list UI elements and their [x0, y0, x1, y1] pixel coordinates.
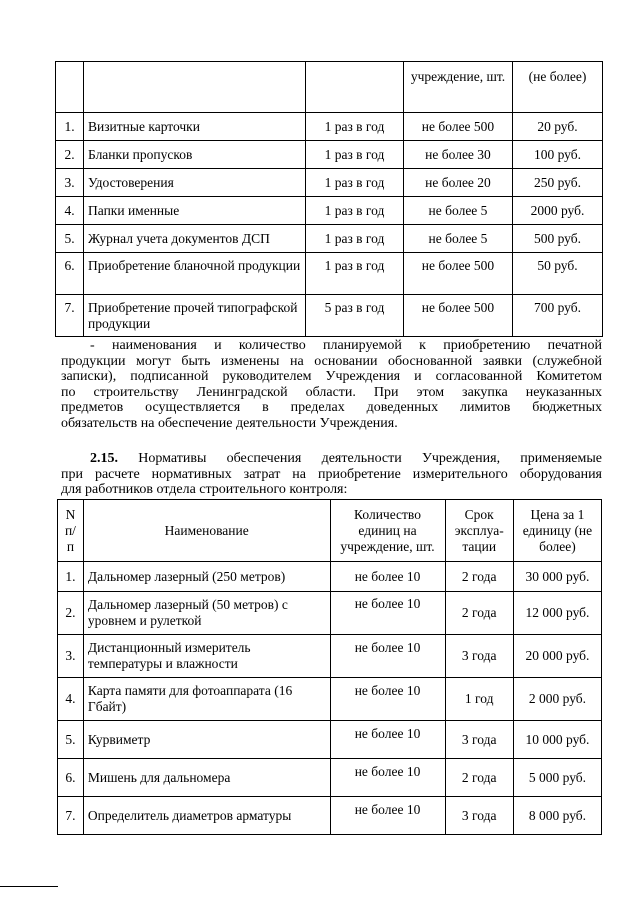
- table-row: [56, 113, 603, 141]
- row-quantity: не более 10: [330, 678, 445, 721]
- row-quantity: не более 10: [330, 635, 445, 678]
- row-number: 1.: [58, 562, 84, 592]
- row-number: 3.: [58, 635, 84, 678]
- row-number: 6.: [56, 253, 84, 295]
- row-quantity: не более 10: [330, 721, 445, 759]
- row-quantity: не более 10: [330, 592, 445, 635]
- row-price: 10 000 руб.: [513, 721, 601, 759]
- row-number: 4.: [58, 678, 84, 721]
- row-name: Приобретение прочей типографской продукции: [84, 295, 306, 337]
- row-quantity: не более 10: [330, 759, 445, 797]
- row-name: Журнал учета документов ДСП: [84, 225, 306, 253]
- row-name: Бланки пропусков: [84, 141, 306, 169]
- table-row: [58, 797, 602, 835]
- row-frequency: 1 раз в год: [306, 253, 404, 295]
- header-cell-term: Срок эксплуа-тации: [445, 500, 513, 562]
- header-cell-name: Наименование: [83, 500, 330, 562]
- row-number: 7.: [56, 295, 84, 337]
- row-term: 3 года: [445, 721, 513, 759]
- row-name: Дальномер лазерный (250 метров): [83, 562, 330, 592]
- row-price: 8 000 руб.: [513, 797, 601, 835]
- table-row: [56, 253, 603, 295]
- header-cell-quantity: Количество единиц на учреждение, шт.: [330, 500, 445, 562]
- row-price: 700 руб.: [513, 295, 603, 337]
- row-price: 250 руб.: [513, 169, 603, 197]
- row-term: 2 года: [445, 759, 513, 797]
- row-price: 50 руб.: [513, 253, 603, 295]
- section-line: для работников отдела строительного контроля:: [61, 482, 348, 497]
- table-row: [58, 759, 602, 797]
- row-quantity: не более 500: [404, 253, 513, 295]
- row-price: 2 000 руб.: [513, 678, 601, 721]
- printing-products-table: [55, 61, 603, 337]
- table-row: [56, 197, 603, 225]
- row-number: 7.: [58, 797, 84, 835]
- note-line: - наименования и количество планируемой к приобретению печатной: [90, 338, 602, 353]
- row-price: 20 000 руб.: [513, 635, 601, 678]
- table-header-row: [56, 62, 603, 113]
- row-name: Дистанционный измеритель температуры и влажности: [83, 635, 330, 678]
- note-line: записки), подписанной руководителем Учреждения и согласованной Комитетом: [61, 369, 602, 384]
- row-frequency: 1 раз в год: [306, 141, 404, 169]
- table-row: [58, 592, 602, 635]
- table-row: [56, 141, 603, 169]
- row-price: 2000 руб.: [513, 197, 603, 225]
- row-price: 100 руб.: [513, 141, 603, 169]
- row-name: Удостоверения: [84, 169, 306, 197]
- row-frequency: 5 раз в год: [306, 295, 404, 337]
- row-number: 1.: [56, 113, 84, 141]
- note-line: предметов осуществляется в пределах доведенных лимитов бюджетных: [61, 400, 602, 415]
- row-name: Папки именные: [84, 197, 306, 225]
- header-cell-quantity: учреждение, шт.: [404, 62, 513, 113]
- row-price: 500 руб.: [513, 225, 603, 253]
- header-cell: [306, 62, 404, 113]
- row-name: Приобретение бланочной продукции: [84, 253, 306, 295]
- row-number: 4.: [56, 197, 84, 225]
- table-row: [56, 169, 603, 197]
- row-name: Мишень для дальномера: [83, 759, 330, 797]
- section-line: Нормативы обеспечения деятельности Учреждения, применяемые: [138, 451, 602, 466]
- row-price: 30 000 руб.: [513, 562, 601, 592]
- row-quantity: не более 5: [404, 225, 513, 253]
- header-cell-number: N п/ п: [58, 500, 84, 562]
- footnote-separator: [0, 886, 58, 887]
- row-term: 3 года: [445, 797, 513, 835]
- row-quantity: не более 500: [404, 295, 513, 337]
- row-term: 3 года: [445, 635, 513, 678]
- table-row: [56, 225, 603, 253]
- row-name: Дальномер лазерный (50 метров) с уровнем и рулеткой: [83, 592, 330, 635]
- row-name: Карта памяти для фотоаппарата (16 Гбайт): [83, 678, 330, 721]
- table-row: [58, 635, 602, 678]
- section-number: 2.15.: [90, 451, 118, 466]
- table-row: [58, 721, 602, 759]
- row-price: 5 000 руб.: [513, 759, 601, 797]
- row-frequency: 1 раз в год: [306, 197, 404, 225]
- header-cell: [84, 62, 306, 113]
- row-term: 2 года: [445, 592, 513, 635]
- row-frequency: 1 раз в год: [306, 225, 404, 253]
- row-quantity: не более 10: [330, 562, 445, 592]
- row-quantity: не более 10: [330, 797, 445, 835]
- row-term: 2 года: [445, 562, 513, 592]
- section-line: при расчете нормативных затрат на приобретение измерительного оборудования: [61, 466, 602, 482]
- row-number: 5.: [56, 225, 84, 253]
- row-name: Визитные карточки: [84, 113, 306, 141]
- note-line: продукции могут быть изменены на основании обоснованной заявки (служебной: [61, 353, 602, 369]
- row-number: 2.: [56, 141, 84, 169]
- row-name: Определитель диаметров арматуры: [83, 797, 330, 835]
- row-name: Курвиметр: [83, 721, 330, 759]
- table-row: [58, 562, 602, 592]
- row-number: 2.: [58, 592, 84, 635]
- header-cell: [56, 62, 84, 113]
- row-frequency: 1 раз в год: [306, 169, 404, 197]
- row-number: 3.: [56, 169, 84, 197]
- row-price: 12 000 руб.: [513, 592, 601, 635]
- note-paragraph: [61, 338, 602, 431]
- table-header-row: [58, 500, 602, 562]
- row-number: 6.: [58, 759, 84, 797]
- row-quantity: не более 500: [404, 113, 513, 141]
- row-quantity: не более 30: [404, 141, 513, 169]
- table-row: [56, 295, 603, 337]
- header-cell-price: Цена за 1 единицу (не более): [513, 500, 601, 562]
- row-number: 5.: [58, 721, 84, 759]
- row-quantity: не более 20: [404, 169, 513, 197]
- note-line: по строительству Ленинградской области. При этом закупка неуказанных: [61, 384, 602, 400]
- header-cell-price: (не более): [513, 62, 603, 113]
- measuring-equipment-table: [57, 499, 602, 835]
- note-line: обязательств на обеспечение деятельности Учреждения.: [61, 415, 398, 431]
- row-price: 20 руб.: [513, 113, 603, 141]
- row-term: 1 год: [445, 678, 513, 721]
- row-quantity: не более 5: [404, 197, 513, 225]
- table-row: [58, 678, 602, 721]
- row-frequency: 1 раз в год: [306, 113, 404, 141]
- section-paragraph: [61, 451, 602, 498]
